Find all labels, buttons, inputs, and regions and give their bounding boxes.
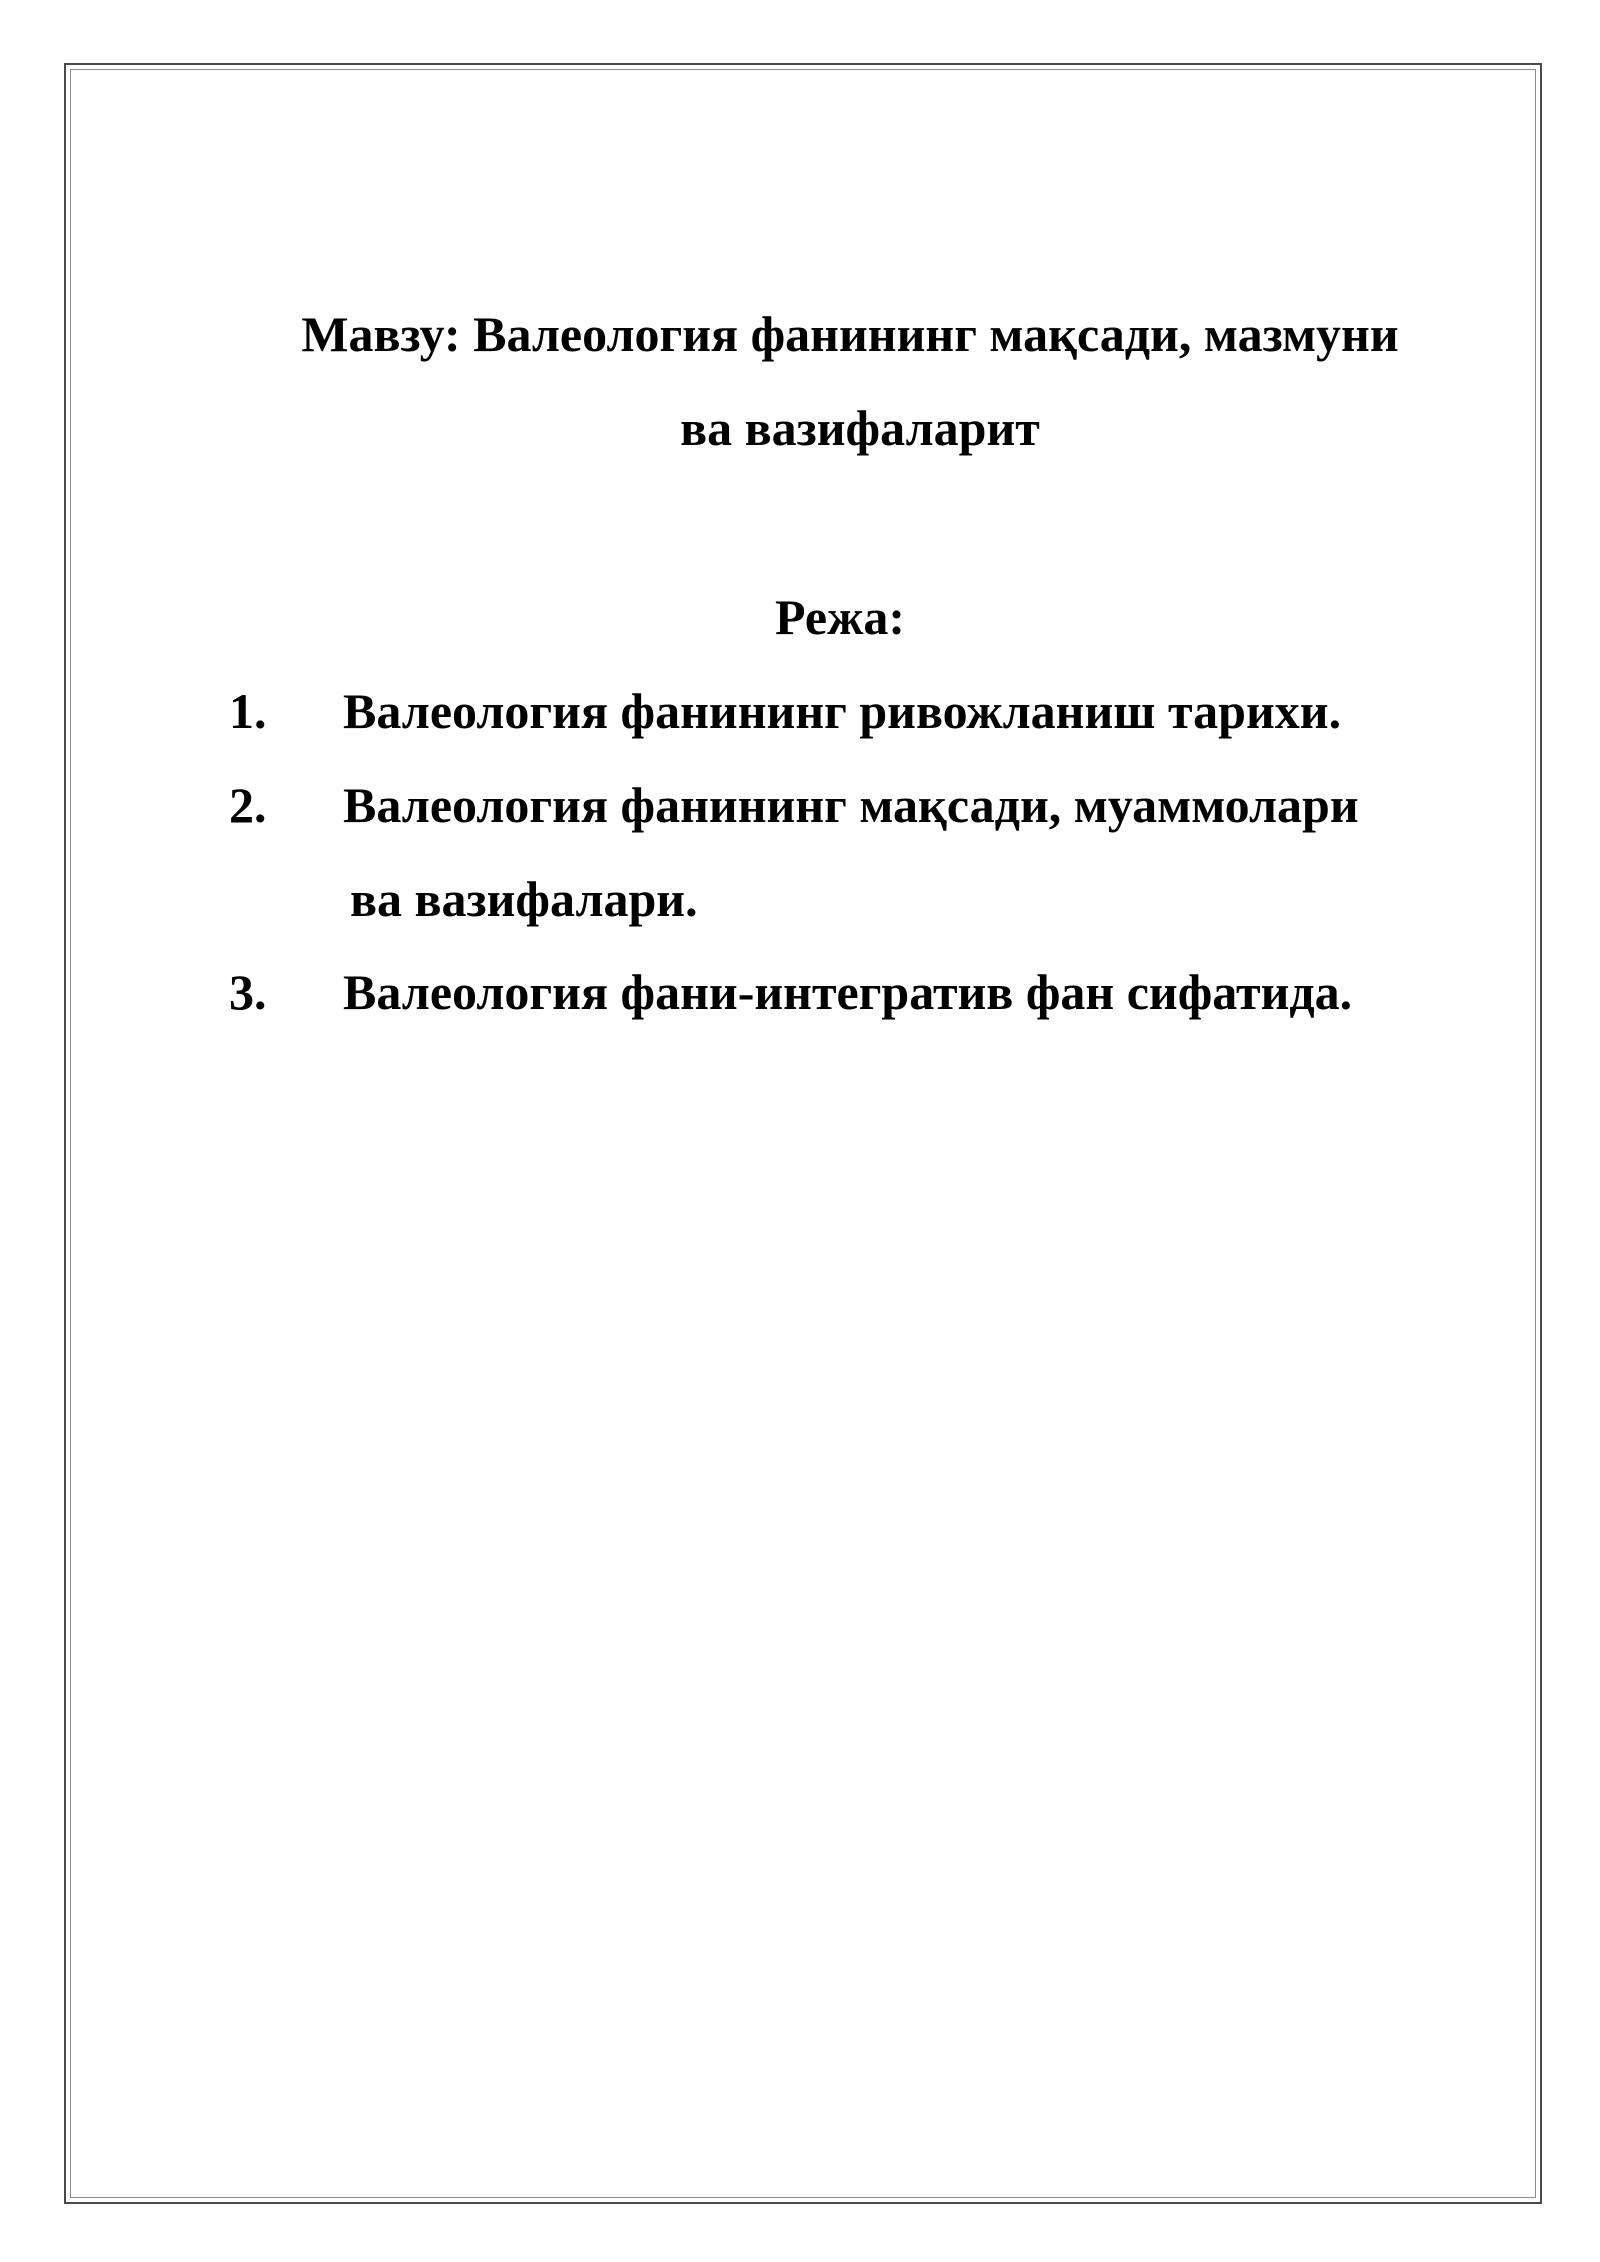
- plan-heading: Режа:: [775, 589, 905, 645]
- plan-item-3-number: 3.: [229, 964, 267, 1020]
- plan-item-1-text: Валеология фанининг ривожланиш тарихи.: [343, 683, 1342, 739]
- document-title-line-1: Мавзу: Валеология фанининг мақсади, мазмуни: [301, 306, 1399, 362]
- plan-item-2-text: Валеология фанининг мақсади, муаммолари: [343, 777, 1359, 833]
- plan-item-3-text: Валеология фани-интегратив фан сифатида.: [343, 964, 1353, 1020]
- plan-item-1-number: 1.: [229, 683, 267, 739]
- plan-item-2-continuation: ва вазифалари.: [350, 871, 698, 927]
- document-title-line-2: ва вазифаларит: [680, 400, 1040, 456]
- plan-item-2-number: 2.: [229, 777, 267, 833]
- page-border-inner: [70, 69, 1536, 2198]
